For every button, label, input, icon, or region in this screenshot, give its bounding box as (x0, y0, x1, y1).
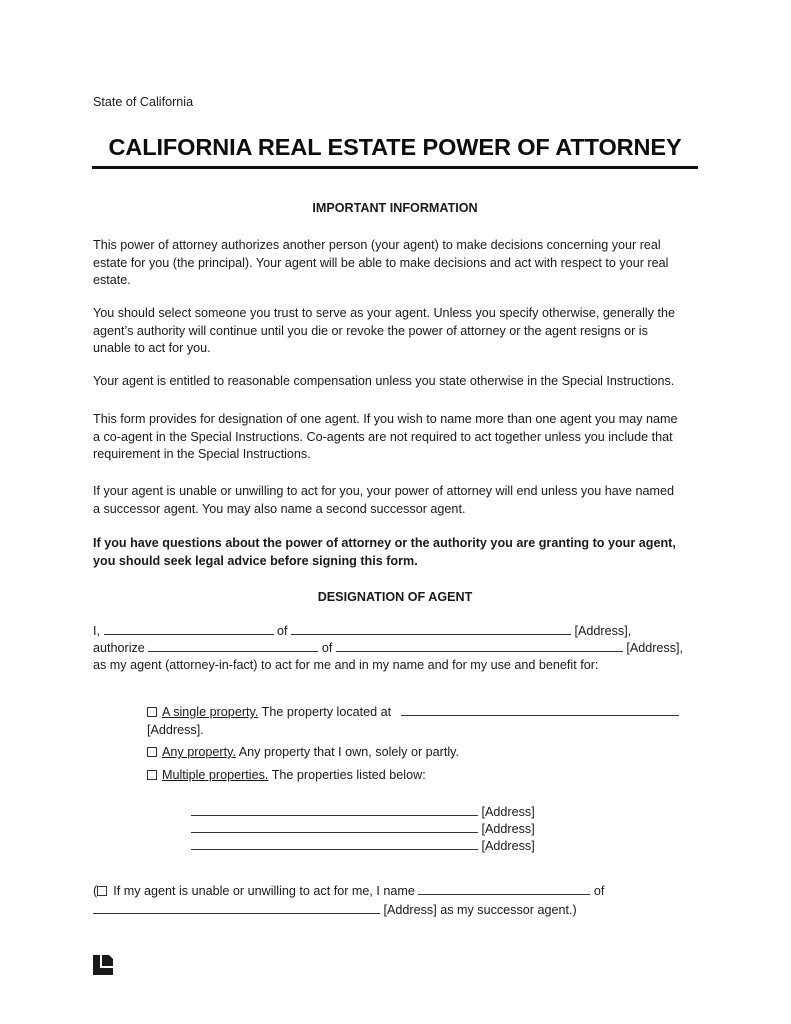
option-any-property: Any property. Any property that I own, solely or partly. (147, 744, 459, 761)
agent-purpose-text: as my agent (attorney-in-fact) to act for me and in my name and for my use and benefit for: (93, 658, 599, 672)
successor-agent-line: ( If my agent is unable or unwilling to act for me, I name of (93, 884, 605, 898)
single-property-continuation: [Address]. (147, 723, 204, 737)
multiple-properties-label: Multiple properties. (162, 768, 269, 782)
page-title: CALIFORNIA REAL ESTATE POWER OF ATTORNEY (108, 134, 682, 160)
successor-name-field[interactable] (418, 883, 590, 895)
single-property-address-field[interactable] (401, 704, 679, 716)
principal-name-field[interactable] (104, 623, 274, 635)
info-paragraph-1: This power of attorney authorizes another person (your agent) to make decisions concerning your real estate for you (the principal). Your agent will be able to make decisions and act with respect to your real estate. (93, 238, 669, 287)
info-paragraph-5: If your agent is unable or unwilling to act for you, your power of attorney will end unless you have named a successor agent. You may also name a second successor agent. (93, 484, 675, 516)
successor-agent-checkbox[interactable] (97, 886, 107, 896)
agent-name-field[interactable] (148, 640, 318, 652)
agent-line: authorize of [Address], (93, 641, 684, 655)
any-property-checkbox[interactable] (147, 747, 157, 757)
document-logo-icon (93, 955, 113, 975)
option-single-property: A single property. The property located at (147, 704, 679, 721)
agent-address-field[interactable] (336, 640, 623, 652)
state-label: State of California (93, 95, 194, 109)
legal-advice-warning: If you have questions about the power of attorney or the authority you are granting to your agent, you should seek legal advice before signing this form. (93, 536, 676, 568)
option-multiple-properties: Multiple properties. The properties listed below: (147, 767, 426, 784)
multiple-properties-checkbox[interactable] (147, 770, 157, 780)
property-address-line-3: [Address] (191, 838, 535, 855)
info-paragraph-4: This form provides for designation of one agent. If you wish to name more than one agent you may name a co-agent in the Special Instructions. Co-agents are not required to act together unless you include that requirement in the Special Instructions. (93, 412, 678, 461)
property-address-line-2: [Address] (191, 821, 535, 838)
property-address-field-1[interactable] (191, 804, 478, 816)
single-property-label: A single property. (162, 705, 259, 719)
info-paragraph-3: Your agent is entitled to reasonable compensation unless you state otherwise in the Special Instructions. (93, 374, 675, 388)
successor-address-line: [Address] as my successor agent.) (93, 902, 577, 919)
property-address-field-2[interactable] (191, 821, 478, 833)
principal-line: I, of [Address], (93, 624, 632, 638)
info-paragraph-2: You should select someone you trust to serve as your agent. Unless you specify otherwise, generally the agent’s authority will continue until you die or revoke the power of attorney or the agent resigns or is unable to act for you. (93, 306, 675, 355)
any-property-label: Any property. (162, 745, 236, 759)
title-divider (92, 166, 698, 169)
designation-heading: DESIGNATION OF AGENT (317, 590, 473, 604)
successor-address-field[interactable] (93, 902, 380, 914)
property-address-field-3[interactable] (191, 838, 478, 850)
property-address-line-1: [Address] (191, 804, 535, 821)
important-information-heading: IMPORTANT INFORMATION (312, 201, 478, 215)
single-property-checkbox[interactable] (147, 707, 157, 717)
principal-address-field[interactable] (291, 623, 571, 635)
